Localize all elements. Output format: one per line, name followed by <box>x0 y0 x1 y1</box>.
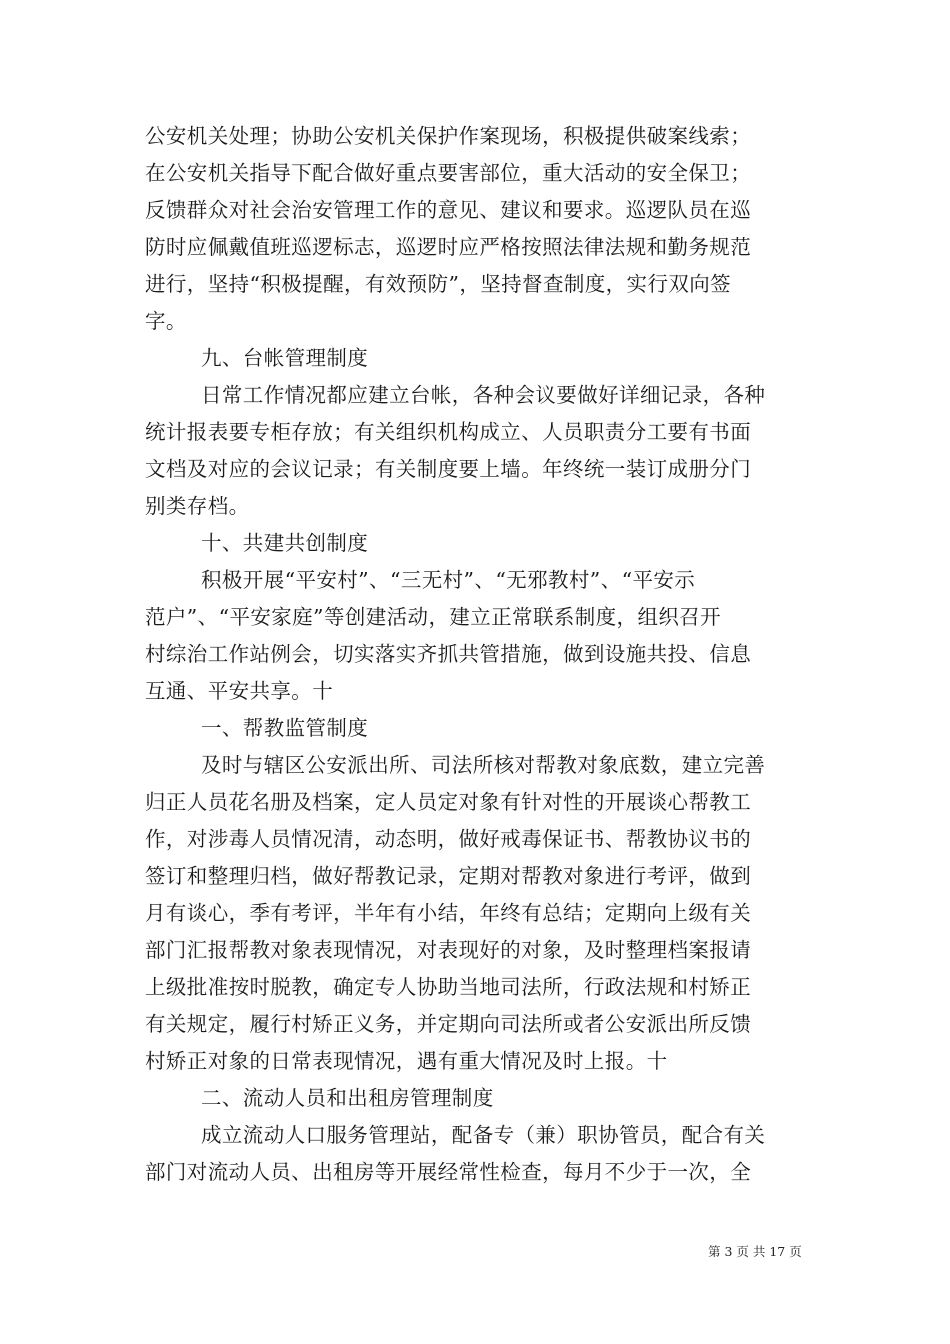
text-line: 防时应佩戴值班巡逻标志，巡逻时应严格按照法律法规和勤务规范 <box>145 235 752 259</box>
text-line: 在公安机关指导下配合做好重点要害部位，重大活动的安全保卫； <box>145 161 752 185</box>
text-line: 字。 <box>145 309 187 333</box>
text-line: 互通、平安共享。十 <box>145 679 334 703</box>
text-line: 公安机关处理；协助公安机关保护作案现场，积极提供破案线索； <box>145 124 752 148</box>
text-line: 作，对涉毒人员情况清，动态明，做好戒毒保证书、帮教协议书的 <box>145 827 752 851</box>
page-number-footer: 第 3 页 共 17 页 <box>708 1244 802 1259</box>
text-line: 归正人员花名册及档案，定人员定对象有针对性的开展谈心帮教工 <box>145 790 752 814</box>
text-line: 统计报表要专柜存放；有关组织机构成立、人员职责分工要有书面 <box>145 420 752 444</box>
text-line: 日常工作情况都应建立台帐，各种会议要做好详细记录，各种 <box>201 383 766 407</box>
text-line: 九、台帐管理制度 <box>201 346 369 370</box>
text-line: 签订和整理归档，做好帮教记录，定期对帮教对象进行考评，做到 <box>145 864 752 888</box>
text-line: 及时与辖区公安派出所、司法所核对帮教对象底数，建立完善 <box>201 753 766 777</box>
text-line: 一、帮教监管制度 <box>201 716 369 740</box>
text-line: 别类存档。 <box>145 494 250 518</box>
text-line: 范户”、“平安家庭”等创建活动，建立正常联系制度，组织召开 <box>145 605 722 629</box>
text-line: 积极开展“平安村”、“三无村”、“无邪教村”、“平安示 <box>201 568 696 592</box>
text-line: 上级批准按时脱教，确定专人协助当地司法所，行政法规和村矫正 <box>145 975 752 999</box>
text-line: 村综治工作站例会，切实落实齐抓共管措施，做到设施共投、信息 <box>145 642 752 666</box>
text-line: 进行，坚持“积极提醒，有效预防”，坚持督查制度，实行双向签 <box>145 272 732 296</box>
text-line: 村矫正对象的日常表现情况，遇有重大情况及时上报。十 <box>145 1049 668 1073</box>
text-line: 十、共建共创制度 <box>201 531 369 555</box>
text-line: 二、流动人员和出租房管理制度 <box>201 1086 494 1110</box>
text-line: 有关规定，履行村矫正义务，并定期向司法所或者公安派出所反馈 <box>145 1012 752 1036</box>
text-line: 部门汇报帮教对象表现情况，对表现好的对象，及时整理档案报请 <box>145 938 752 962</box>
text-line: 月有谈心，季有考评，半年有小结，年终有总结；定期向上级有关 <box>145 901 752 925</box>
text-line: 文档及对应的会议记录；有关制度要上墙。年终统一装订成册分门 <box>145 457 752 481</box>
document-body <box>145 118 815 1191</box>
text-line: 反馈群众对社会治安管理工作的意见、建议和要求。巡逻队员在巡 <box>145 198 752 222</box>
text-line: 部门对流动人员、出租房等开展经常性检查，每月不少于一次，全 <box>145 1160 752 1184</box>
text-line: 成立流动人口服务管理站，配备专（兼）职协管员，配合有关 <box>201 1123 766 1147</box>
